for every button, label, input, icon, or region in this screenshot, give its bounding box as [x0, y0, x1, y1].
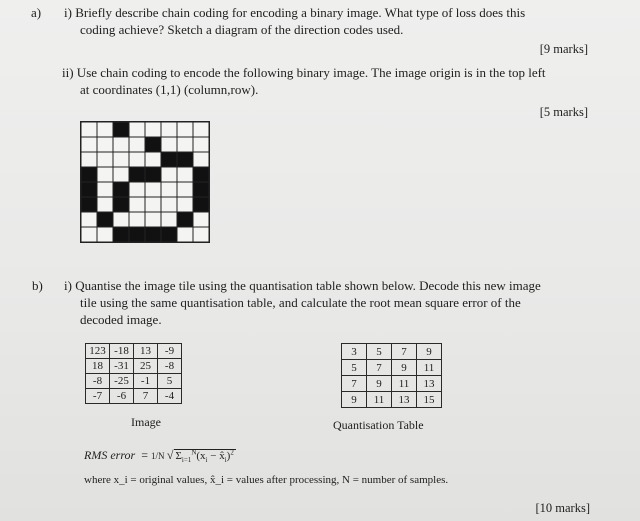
binary-pixel	[145, 167, 161, 182]
part-b-label: b)	[32, 278, 43, 293]
binary-pixel	[113, 227, 129, 242]
qb-line1: i) Quantise the image tile using the quantisation table shown below. Decode this new image	[64, 278, 541, 293]
binary-pixel	[177, 122, 193, 137]
binary-pixel	[161, 152, 177, 167]
part-a-label: a)	[31, 5, 42, 20]
binary-pixel	[97, 182, 113, 197]
table-cell: -7	[86, 389, 110, 404]
q1-line2: coding achieve? Sketch a diagram of the direction codes used.	[80, 22, 404, 37]
quantisation-table	[341, 343, 442, 408]
binary-pixel	[145, 227, 161, 242]
image-caption: Image	[131, 415, 161, 429]
binary-pixel	[145, 182, 161, 197]
binary-pixel	[129, 152, 145, 167]
binary-pixel	[161, 212, 177, 227]
binary-pixel	[113, 212, 129, 227]
qb-line3: decoded image.	[80, 312, 162, 327]
binary-pixel	[177, 197, 193, 212]
table-cell: 7	[342, 376, 367, 392]
binary-pixel	[145, 137, 161, 152]
table-cell: 13	[392, 392, 417, 408]
binary-pixel	[81, 122, 97, 137]
qb-line2: tile using the same quantisation table, and calculate the root mean square error of the	[80, 295, 521, 310]
binary-pixel	[113, 167, 129, 182]
binary-pixel	[81, 212, 97, 227]
table-cell: -8	[86, 374, 110, 389]
binary-pixel	[97, 197, 113, 212]
table-cell: 13	[134, 344, 158, 359]
table-cell: 7	[392, 344, 417, 360]
binary-pixel	[161, 167, 177, 182]
binary-pixel	[145, 212, 161, 227]
binary-pixel	[193, 122, 209, 137]
binary-pixel	[97, 152, 113, 167]
table-cell: -25	[110, 374, 134, 389]
binary-pixel	[81, 227, 97, 242]
binary-pixel	[97, 137, 113, 152]
binary-pixel	[145, 197, 161, 212]
binary-pixel	[113, 137, 129, 152]
binary-pixel	[193, 182, 209, 197]
image-table	[85, 343, 182, 404]
binary-pixel	[161, 227, 177, 242]
table-cell: -18	[110, 344, 134, 359]
binary-pixel	[81, 182, 97, 197]
table-cell: 25	[134, 359, 158, 374]
binary-pixel	[145, 122, 161, 137]
table-row	[86, 374, 182, 389]
binary-pixel	[81, 137, 97, 152]
table-row	[86, 344, 182, 359]
table-row	[86, 389, 182, 404]
binary-pixel	[97, 227, 113, 242]
q2-line2: at coordinates (1,1) (column,row).	[80, 82, 259, 97]
binary-pixel	[129, 137, 145, 152]
binary-pixel	[177, 212, 193, 227]
binary-pixel	[193, 137, 209, 152]
table-cell: 9	[417, 344, 442, 360]
table-cell: 11	[392, 376, 417, 392]
binary-pixel	[113, 197, 129, 212]
binary-pixel	[81, 152, 97, 167]
q2-line1: ii) Use chain coding to encode the following binary image. The image origin is in the top left	[62, 65, 546, 80]
binary-pixel	[97, 167, 113, 182]
binary-pixel	[161, 122, 177, 137]
binary-pixel	[193, 197, 209, 212]
table-cell: 15	[417, 392, 442, 408]
binary-pixel	[161, 137, 177, 152]
binary-pixel	[145, 152, 161, 167]
table-cell: 3	[342, 344, 367, 360]
table-row	[342, 344, 442, 360]
table-cell: 9	[392, 360, 417, 376]
binary-pixel	[193, 227, 209, 242]
binary-pixel	[113, 152, 129, 167]
rms-label: RMS error	[84, 448, 136, 462]
binary-pixel	[193, 212, 209, 227]
binary-pixel	[161, 182, 177, 197]
table-cell: 123	[86, 344, 110, 359]
table-row	[342, 360, 442, 376]
table-cell: 7	[134, 389, 158, 404]
binary-pixel	[97, 212, 113, 227]
binary-pixel	[113, 182, 129, 197]
table-cell: 18	[86, 359, 110, 374]
q1-line1: i) Briefly describe chain coding for encoding a binary image. What type of loss does this	[64, 5, 526, 20]
q1-marks: [9 marks]	[539, 42, 588, 56]
rms-equation: = 1/N √ $\Sigma_{i=1}^N(x_i$ − $x̂_i)^2$	[138, 448, 234, 465]
binary-pixel	[81, 197, 97, 212]
binary-pixel	[177, 167, 193, 182]
binary-pixel	[193, 152, 209, 167]
q2-marks: [5 marks]	[539, 105, 588, 119]
binary-pixel	[177, 152, 193, 167]
where-line: where x_i = original values, x̂_i = values after processing, N = number of samples.	[84, 474, 449, 486]
table-cell: 5	[342, 360, 367, 376]
quantisation-caption: Quantisation Table	[333, 418, 424, 432]
binary-pixel	[113, 122, 129, 137]
binary-pixel	[193, 167, 209, 182]
table-row	[86, 359, 182, 374]
binary-pixel	[161, 197, 177, 212]
table-cell: 13	[417, 376, 442, 392]
table-cell: -6	[110, 389, 134, 404]
binary-pixel	[177, 182, 193, 197]
table-cell: 5	[367, 344, 392, 360]
table-cell: -8	[158, 359, 182, 374]
table-cell: -1	[134, 374, 158, 389]
table-row	[342, 376, 442, 392]
binary-pixel	[129, 197, 145, 212]
table-cell: 9	[367, 376, 392, 392]
table-cell: 7	[367, 360, 392, 376]
binary-pixel	[129, 212, 145, 227]
binary-pixel	[177, 227, 193, 242]
binary-pixel	[97, 122, 113, 137]
table-cell: 9	[342, 392, 367, 408]
table-cell: -31	[110, 359, 134, 374]
table-cell: 11	[367, 392, 392, 408]
binary-pixel	[129, 122, 145, 137]
table-cell: 11	[417, 360, 442, 376]
binary-pixel	[129, 167, 145, 182]
table-cell: -4	[158, 389, 182, 404]
table-cell: -9	[158, 344, 182, 359]
binary-pixel	[177, 137, 193, 152]
part-b-marks: [10 marks]	[535, 501, 590, 515]
table-cell: 5	[158, 374, 182, 389]
rms-formula	[84, 448, 236, 464]
table-row	[342, 392, 442, 408]
binary-pixel	[129, 227, 145, 242]
binary-image-grid	[80, 121, 210, 243]
binary-pixel	[129, 182, 145, 197]
binary-pixel	[81, 167, 97, 182]
